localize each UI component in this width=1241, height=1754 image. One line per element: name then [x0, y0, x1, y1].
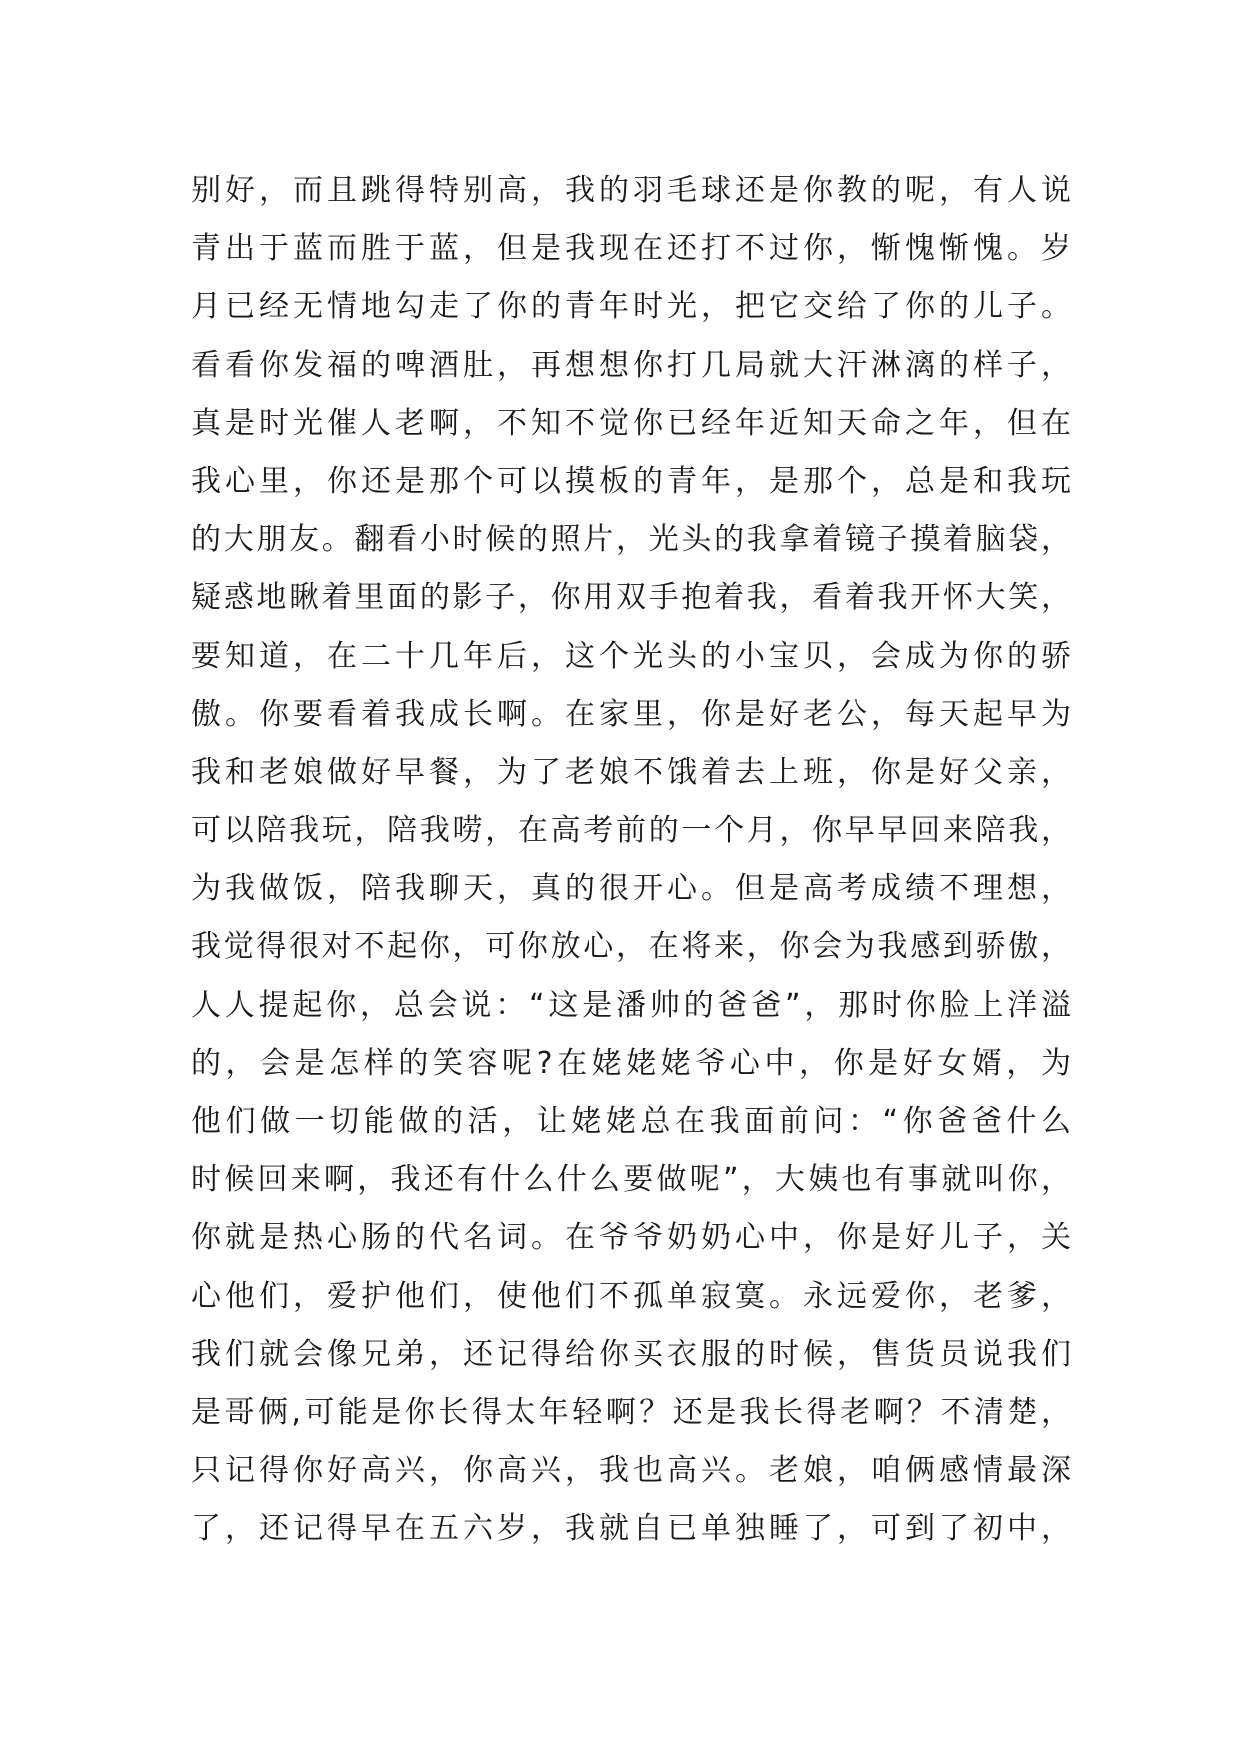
text-line: 傲。你要看着我成长啊。在家里，你是好老公，每天起早为: [191, 696, 1071, 732]
text-line: 的，会是怎样的笑容呢?在姥姥姥爷心中，你是好女婿，为: [191, 1045, 1071, 1081]
body-text: [191, 162, 1071, 1559]
text-line: 疑惑地瞅着里面的影子，你用双手抱着我，看着我开怀大笑，: [191, 580, 1071, 616]
text-line: 时候回来啊，我还有什么什么要做呢”，大姨也有事就叫你，: [191, 1162, 1071, 1198]
text-line: 他们做一切能做的活，让姥姥总在我面前问：“你爸爸什么: [191, 1104, 1071, 1139]
text-line: 我心里，你还是那个可以摸板的青年，是那个，总是和我玩: [191, 463, 1071, 499]
text-line: 别好，而且跳得特别高，我的羽毛球还是你教的呢，有人说: [191, 173, 1071, 208]
text-line: 你就是热心肠的代名词。在爷爷奶奶心中，你是好儿子，关: [191, 1220, 1071, 1256]
text-line: 看看你发福的啤酒肚，再想想你打几局就大汗淋漓的样子，: [191, 347, 1071, 383]
text-line: 的大朋友。翻看小时候的照片，光头的我拿着镜子摸着脑袋，: [191, 522, 1071, 558]
text-line: 为我做饭，陪我聊天，真的很开心。但是高考成绩不理想，: [191, 871, 1071, 907]
text-line: 了，还记得早在五六岁，我就自已单独睡了，可到了初中，: [191, 1511, 1071, 1547]
text-line: 只记得你好高兴，你高兴，我也高兴。老娘，咱俩感情最深: [191, 1453, 1071, 1489]
text-line: 我们就会像兄弟，还记得给你买衣服的时候，售货员说我们: [191, 1336, 1071, 1372]
text-line: 青出于蓝而胜于蓝，但是我现在还打不过你，惭愧惭愧。岁: [191, 231, 1071, 267]
text-line: 我和老娘做好早餐，为了老娘不饿着去上班，你是好父亲，: [191, 754, 1071, 790]
text-line: 我觉得很对不起你，可你放心，在将来，你会为我感到骄傲，: [191, 929, 1071, 965]
text-line: 是哥俩,可能是你长得太年轻啊？还是我长得老啊？不清楚，: [191, 1394, 1071, 1430]
text-line: 人人提起你，总会说：“这是潘帅的爸爸”，那时你脸上洋溢: [191, 987, 1071, 1023]
text-line: 心他们，爱护他们，使他们不孤单寂寞。永远爱你，老爹，: [191, 1278, 1071, 1314]
text-line: 可以陪我玩，陪我唠，在高考前的一个月，你早早回来陪我，: [191, 813, 1071, 849]
text-line: 月已经无情地勾走了你的青年时光，把它交给了你的儿子。: [191, 289, 1071, 325]
text-line: 要知道，在二十几年后，这个光头的小宝贝，会成为你的骄: [191, 638, 1071, 674]
text-line: 真是时光催人老啊，不知不觉你已经年近知天命之年，但在: [191, 405, 1071, 441]
